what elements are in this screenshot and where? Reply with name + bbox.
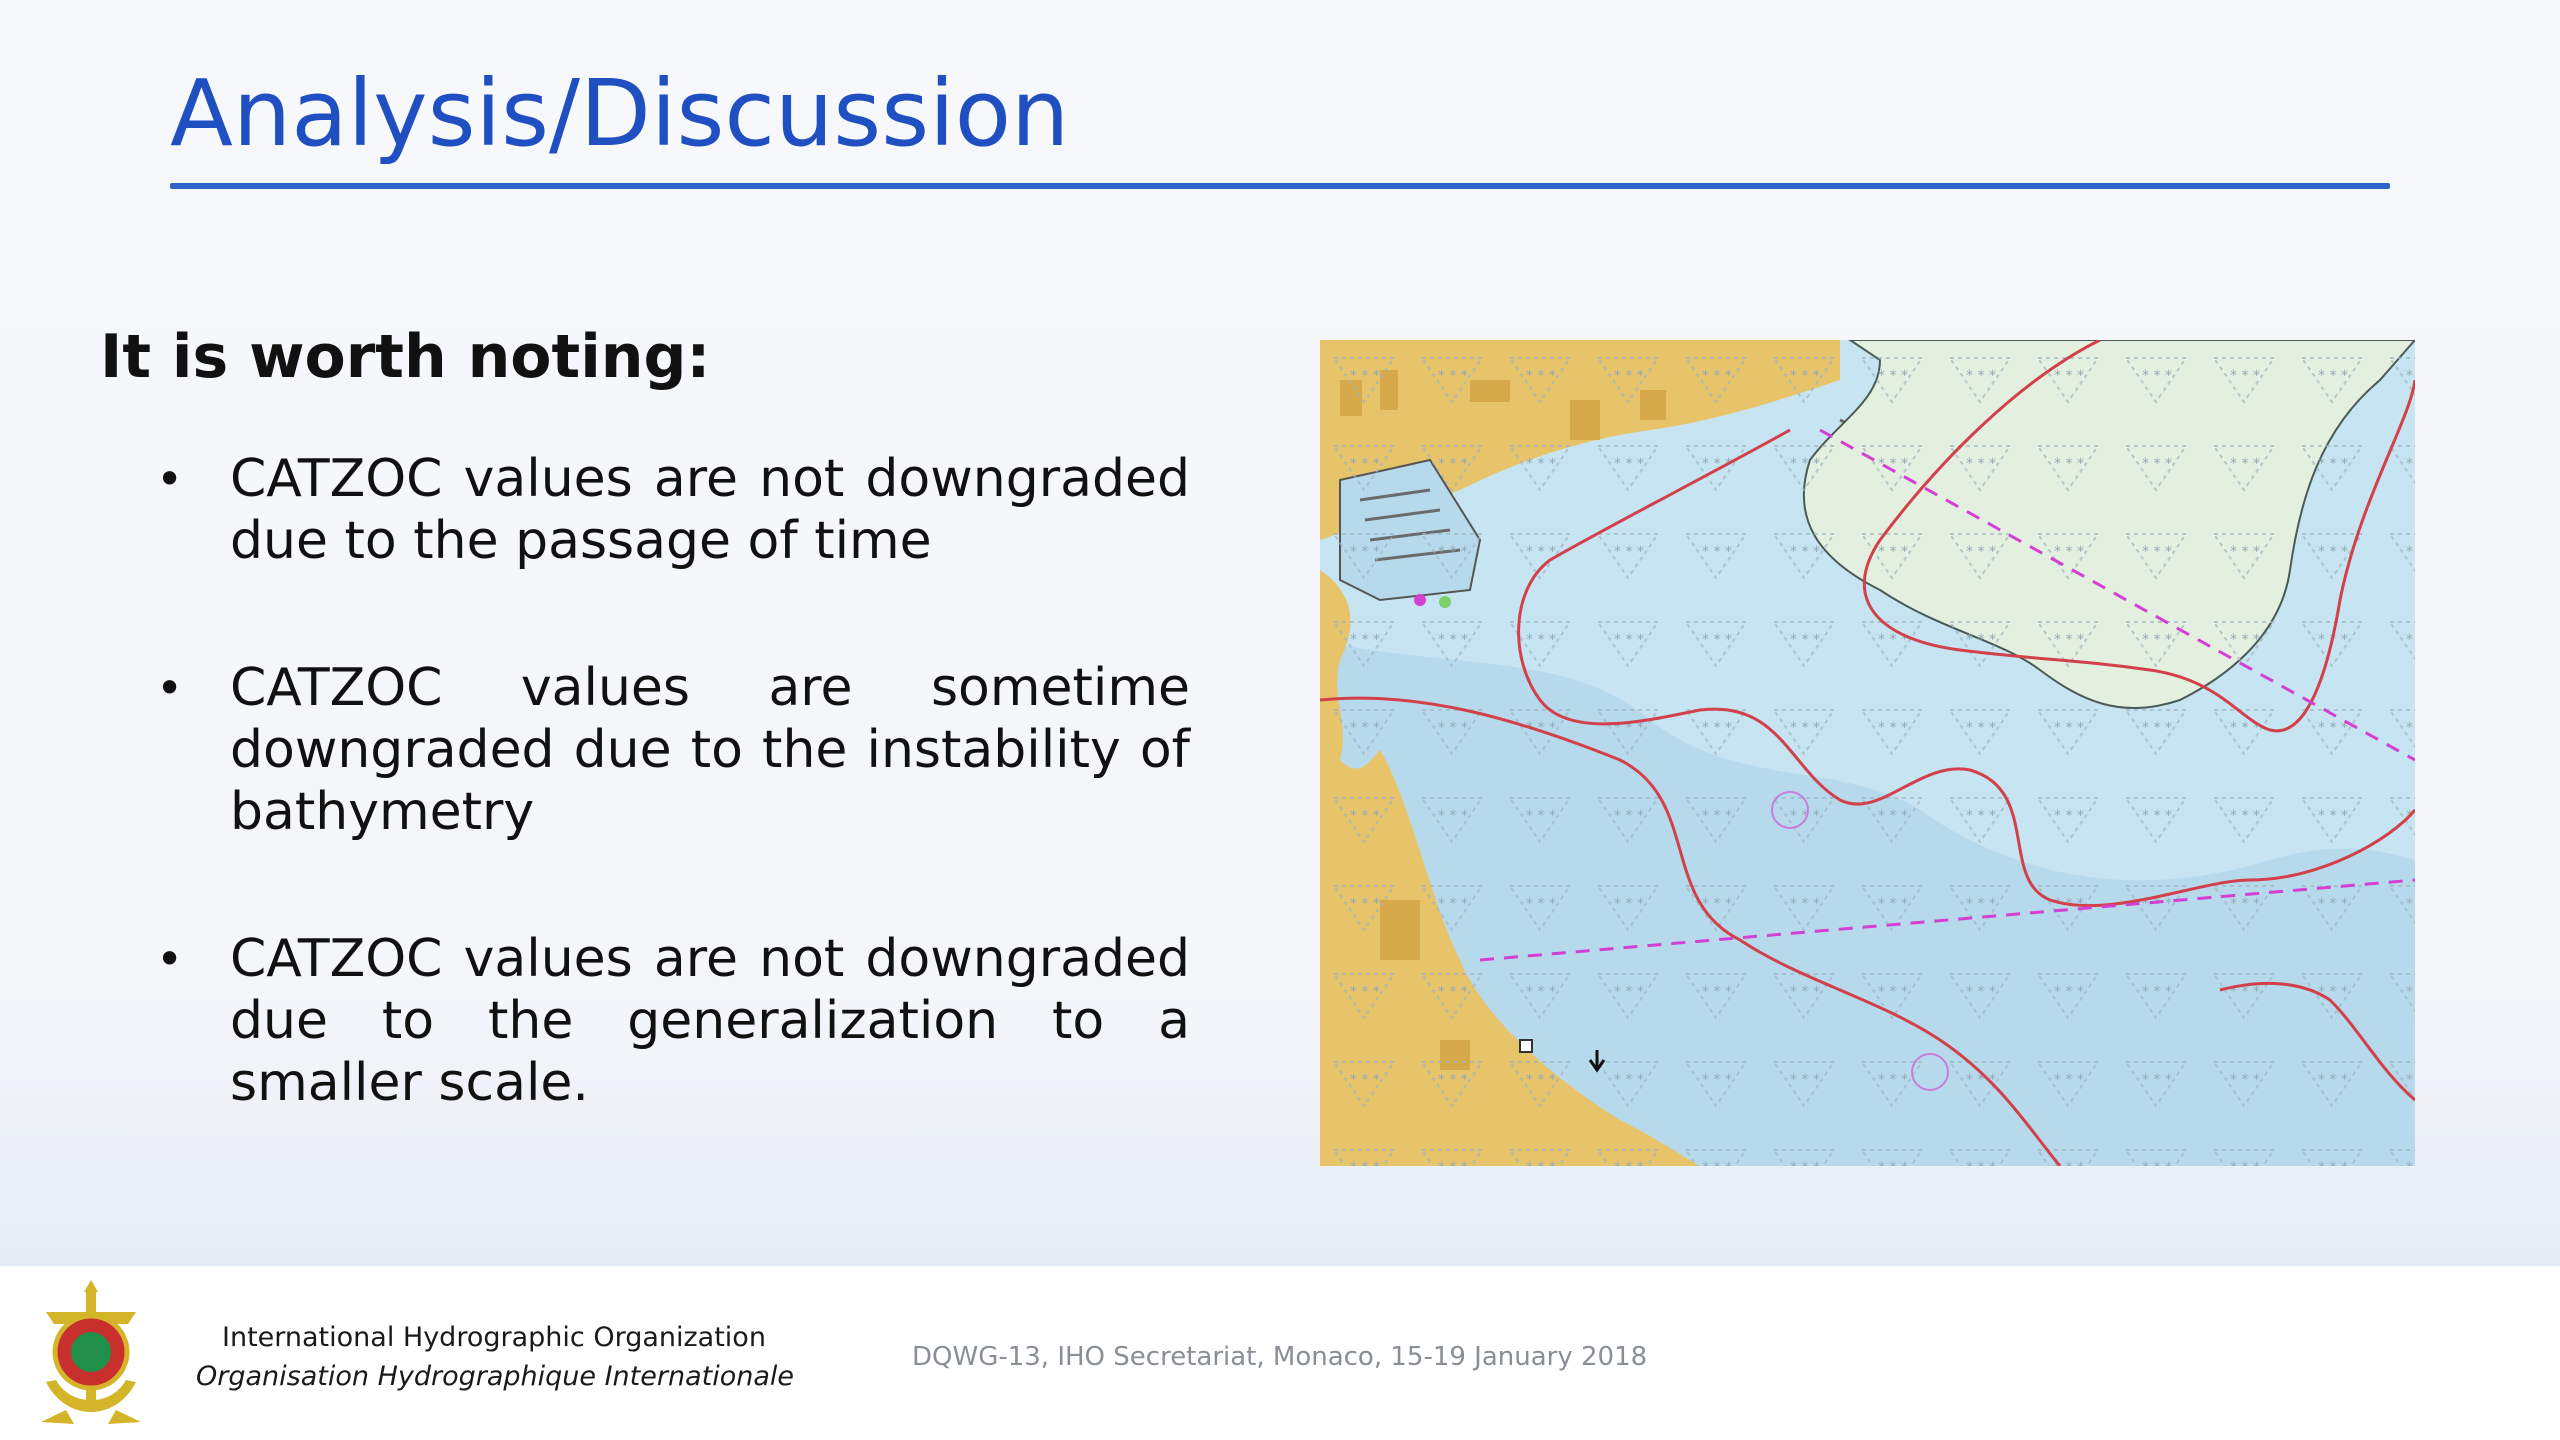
bullet-text: CATZOC values are not downgraded due to the generalization to a smaller scale. — [230, 929, 1190, 1113]
bullet-marker: • — [156, 661, 184, 715]
bullet-item — [150, 928, 1190, 1114]
nautical-chart-image — [1320, 340, 2415, 1166]
depth-pattern — [1320, 340, 2415, 1166]
bullet-list — [150, 448, 1190, 1114]
bullet-text: CATZOC values are not downgraded due to the passage of time — [230, 449, 1190, 571]
iho-emblem-icon — [26, 1272, 156, 1432]
title-underline — [170, 183, 2390, 189]
subheading: It is worth noting: — [100, 322, 711, 392]
bullet-item — [150, 657, 1190, 843]
bullet-item — [150, 448, 1190, 572]
bullet-marker: • — [156, 932, 184, 986]
org-name-english: International Hydrographic Organization — [222, 1322, 766, 1353]
meeting-info: DQWG-13, IHO Secretariat, Monaco, 15-19 January 2018 — [912, 1342, 1648, 1372]
org-name-french: Organisation Hydrographique Internationale — [196, 1361, 794, 1392]
bullet-text: CATZOC values are sometime downgraded due to the instability of bathymetry — [230, 658, 1190, 842]
bullet-marker: • — [156, 452, 184, 506]
slide-title: Analysis/Discussion — [170, 60, 1070, 167]
